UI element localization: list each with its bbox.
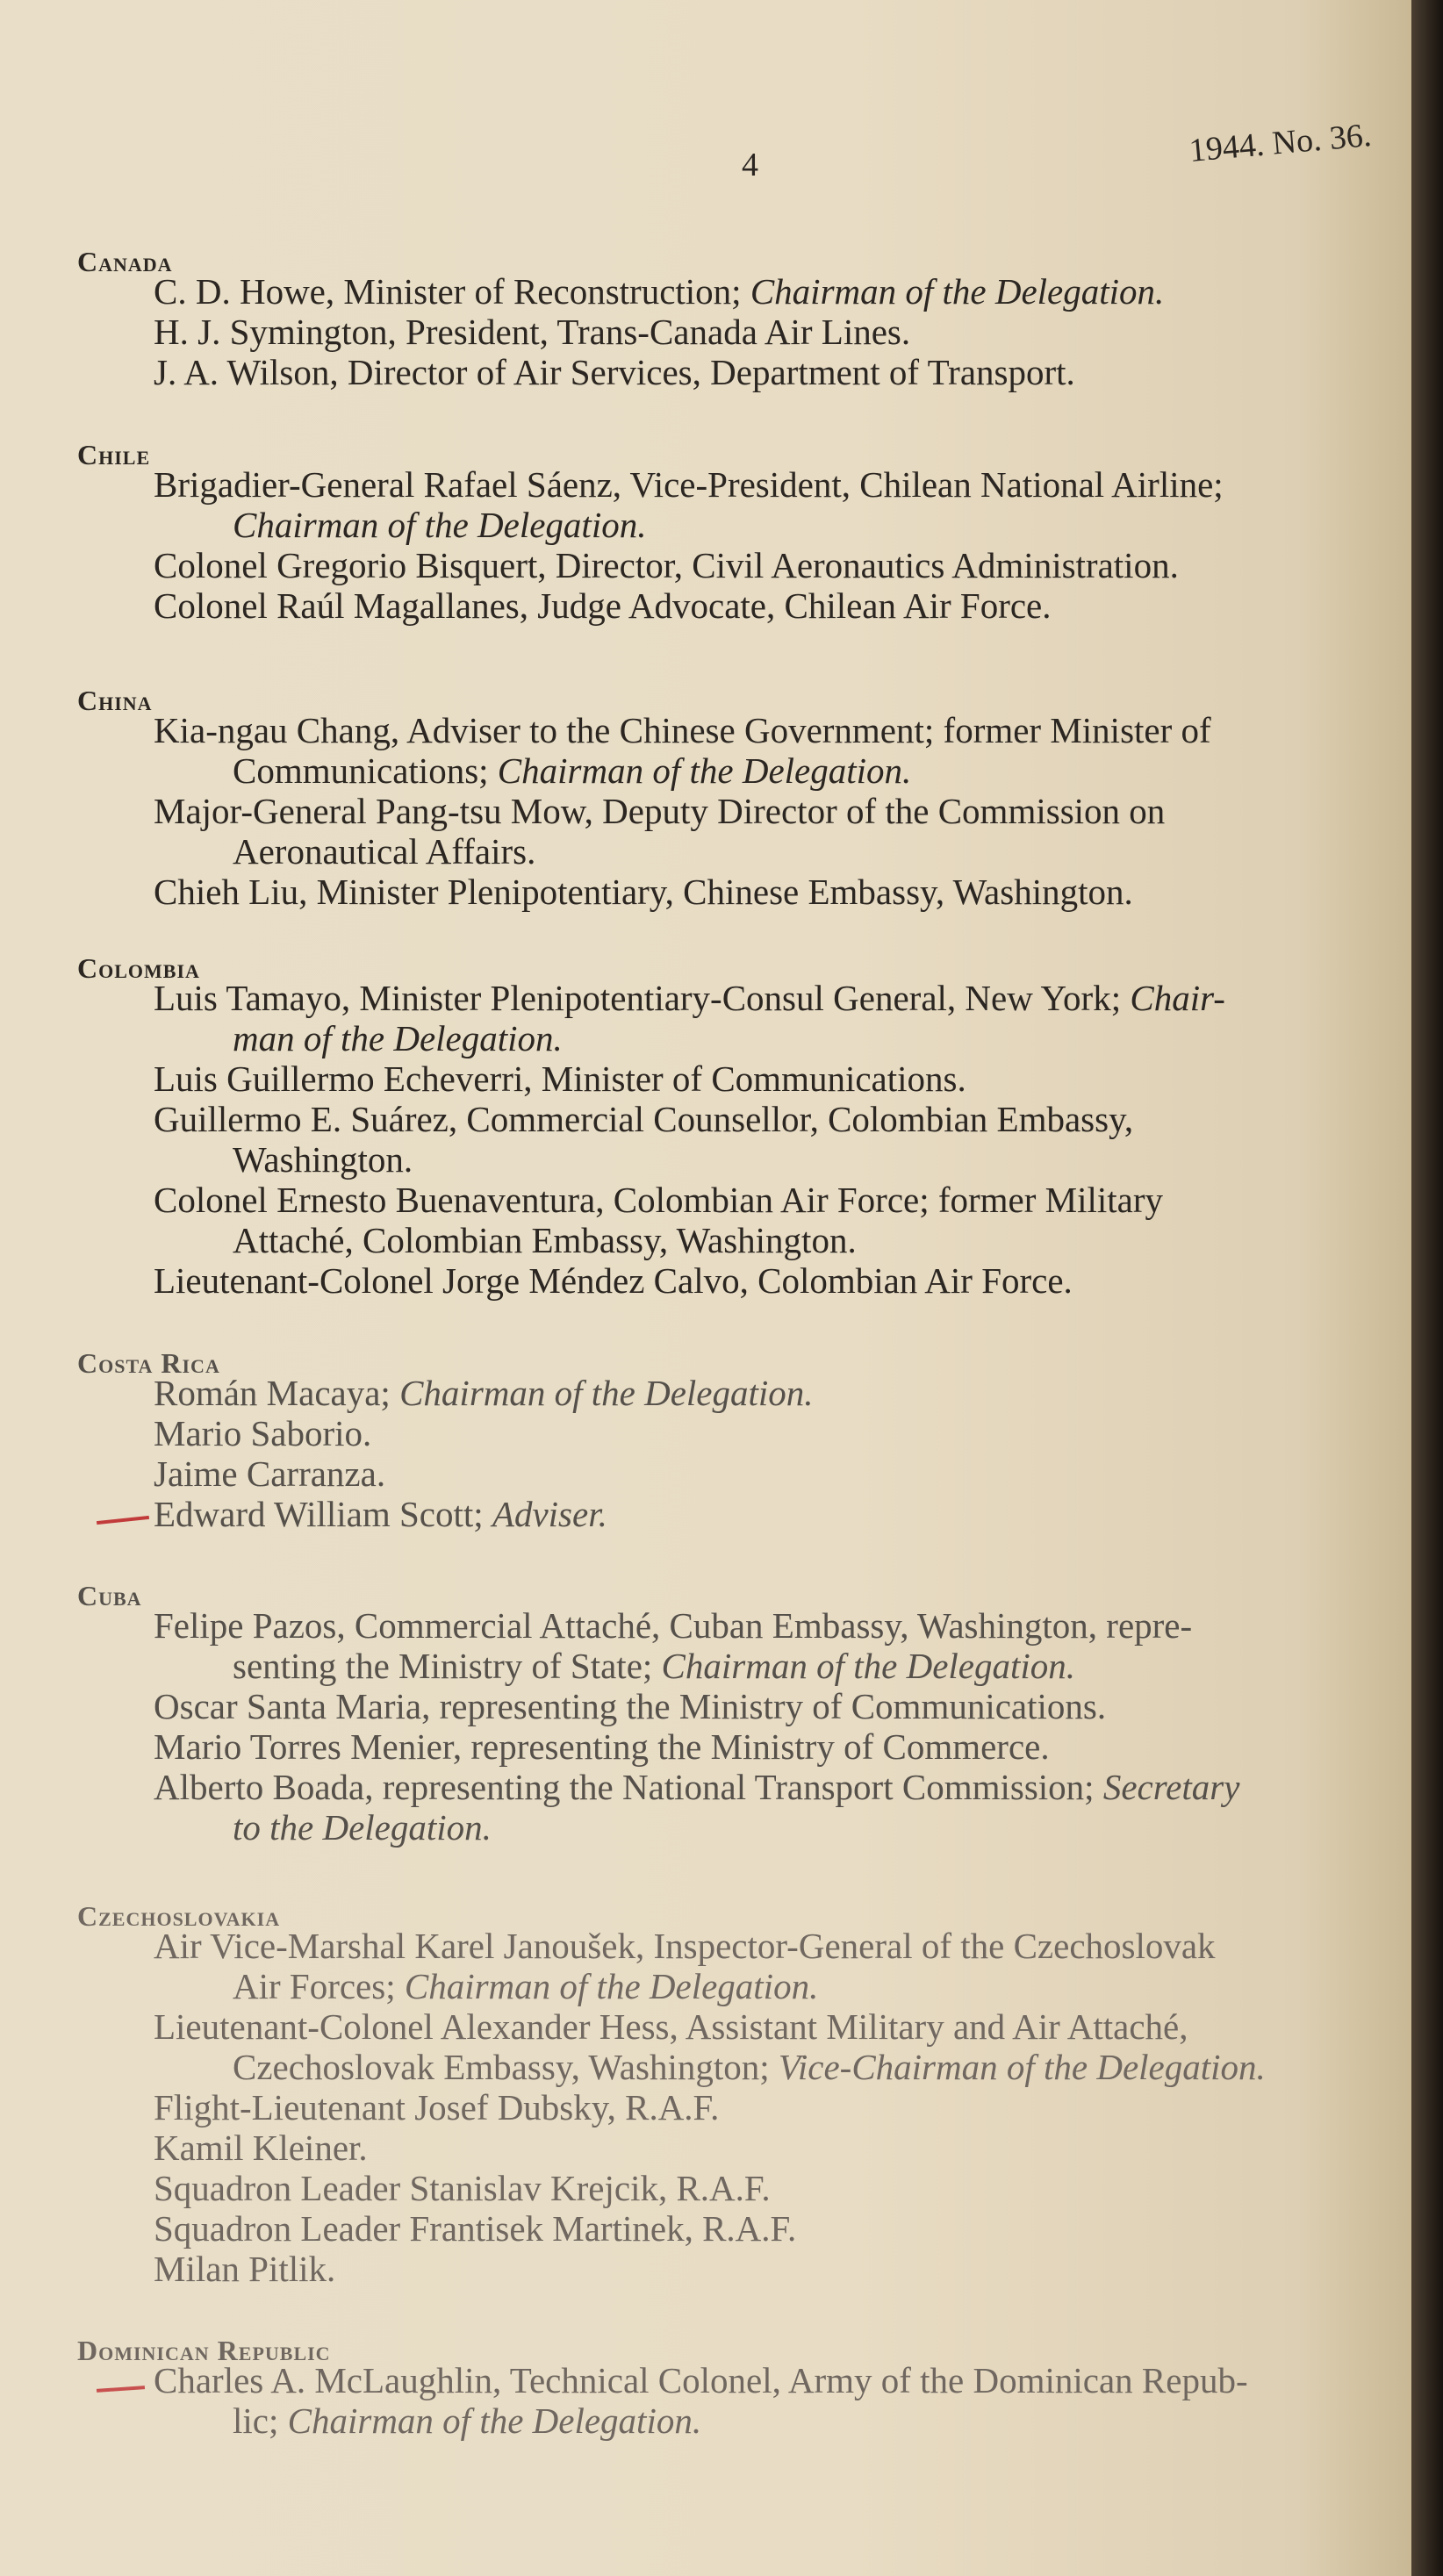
country-heading: China <box>77 685 153 716</box>
country-heading: Canada <box>77 246 173 277</box>
delegate-role: Chairman of the Delegation. <box>750 271 1165 312</box>
delegate-role: Chairman of the Delegation. <box>404 1966 819 2006</box>
delegate-text: Attaché, Colombian Embassy, Washington. <box>233 1220 857 1260</box>
delegate-text: Aeronautical Affairs. <box>233 831 536 872</box>
delegate-text: Lieutenant-Colonel Jorge Méndez Calvo, Colombian Air Force. <box>154 1260 1073 1301</box>
delegate-text: Luis Guillermo Echeverri, Minister of Communications. <box>154 1058 966 1099</box>
delegate-text: Colonel Ernesto Buenaventura, Colombian Air Force; former Military <box>154 1180 1164 1220</box>
delegate-role: Chair- <box>1130 978 1225 1018</box>
delegate-text: Squadron Leader Stanislav Krejcik, R.A.F. <box>154 2168 771 2208</box>
delegate-text: lic; <box>233 2400 288 2441</box>
delegate-text: Luis Tamayo, Minister Plenipotentiary-Consul General, New York; <box>154 978 1131 1018</box>
delegate-line <box>154 2167 771 2209</box>
delegate-line <box>233 504 646 546</box>
delegate-text: senting the Ministry of State; <box>233 1646 662 1686</box>
delegate-line <box>154 1766 1239 1808</box>
delegate-line <box>154 1058 966 1100</box>
delegate-line <box>154 463 1224 506</box>
delegate-text: J. A. Wilson, Director of Air Services, Department of Transport. <box>154 352 1075 392</box>
delegate-text: Román Macaya; <box>154 1373 400 1413</box>
country-heading: Cuba <box>77 1580 142 1611</box>
country-heading: Dominican Republic <box>77 2335 331 2366</box>
delegate-line <box>233 1017 563 1059</box>
red-pencil-mark <box>97 2386 145 2393</box>
delegate-line <box>154 2248 335 2290</box>
delegate-line <box>154 1685 1106 1727</box>
delegate-text: Oscar Santa Maria, representing the Ministry of Communications. <box>154 1686 1107 1726</box>
delegate-line <box>154 2359 1248 2401</box>
delegate-text: H. J. Symington, President, Trans-Canada Air Lines. <box>154 312 911 352</box>
delegate-line <box>154 270 1164 312</box>
country-heading: Colombia <box>77 952 200 984</box>
delegate-line <box>154 544 1179 586</box>
delegate-text: Squadron Leader Frantisek Martinek, R.A.F. <box>154 2208 797 2249</box>
delegate-line <box>154 1604 1192 1647</box>
delegate-text: C. D. Howe, Minister of Reconstruction; <box>154 271 750 312</box>
delegate-text: Mario Saborio. <box>154 1413 372 1453</box>
delegate-text: Czechoslovak Embassy, Washington; <box>233 2047 779 2087</box>
delegate-text: Brigadier-General Rafael Sáenz, Vice-President, Chilean National Airline; <box>154 464 1224 505</box>
delegate-line <box>233 1219 857 1261</box>
delegate-text: Colonel Raúl Magallanes, Judge Advocate, Chilean Air Force. <box>154 585 1052 626</box>
delegate-text: Felipe Pazos, Commercial Attaché, Cuban Embassy, Washington, repre- <box>154 1605 1193 1646</box>
delegate-line <box>154 311 910 353</box>
delegate-line <box>154 1925 1216 1967</box>
delegate-text: Lieutenant-Colonel Alexander Hess, Assistant Military and Air Attaché, <box>154 2006 1188 2047</box>
delegate-line <box>154 790 1165 832</box>
delegate-role: Adviser. <box>492 1494 607 1534</box>
delegate-text: Kia-ngau Chang, Adviser to the Chinese Government; former Minister of <box>154 710 1211 750</box>
delegate-line <box>154 1098 1133 1140</box>
delegate-line <box>154 2207 796 2250</box>
page-number: 4 <box>742 147 758 183</box>
delegate-role: man of the Delegation. <box>233 1018 563 1058</box>
country-heading: Costa Rica <box>77 1347 220 1379</box>
delegate-line <box>154 871 1133 913</box>
page-header <box>0 116 1411 184</box>
delegate-line <box>233 1965 818 2007</box>
delegate-text: Alberto Boada, representing the National Transport Commission; <box>154 1767 1103 1807</box>
delegate-line <box>154 1372 814 1414</box>
delegate-line <box>154 1726 1050 1768</box>
delegate-role: to the Delegation. <box>233 1807 492 1848</box>
delegate-text: Jaime Carranza. <box>154 1453 386 1494</box>
delegate-line <box>154 1453 385 1495</box>
delegate-text: Flight-Lieutenant Josef Dubsky, R.A.F. <box>154 2087 720 2128</box>
book-edge <box>1411 0 1443 2576</box>
delegate-line <box>154 1259 1073 1302</box>
delegate-text: Milan Pitlik. <box>154 2249 336 2289</box>
delegate-line <box>154 977 1225 1019</box>
delegate-line <box>154 2086 719 2128</box>
delegate-role: Chairman of the Delegation. <box>233 505 647 545</box>
delegate-text: Kamil Kleiner. <box>154 2128 368 2168</box>
delegate-line <box>233 2046 1266 2088</box>
delegate-text: Communications; <box>233 750 498 791</box>
delegate-text: Charles A. McLaughlin, Technical Colonel, Army of the Dominican Repub- <box>154 2360 1248 2400</box>
delegate-text: Edward William Scott; <box>154 1494 492 1534</box>
delegate-role: Chairman of the Delegation. <box>661 1646 1076 1686</box>
delegate-text: Washington. <box>233 1139 413 1180</box>
delegate-line <box>233 2400 701 2442</box>
year-number: 1944. No. 36. <box>1188 116 1373 169</box>
red-pencil-mark <box>97 1516 149 1525</box>
delegate-line <box>154 1179 1163 1221</box>
delegate-line <box>154 1493 607 1535</box>
delegate-line <box>154 1412 371 1454</box>
delegate-text: Mario Torres Menier, representing the Ministry of Commerce. <box>154 1726 1050 1767</box>
delegate-line <box>233 750 911 792</box>
delegate-line <box>233 1138 413 1180</box>
delegate-line <box>233 830 535 872</box>
delegate-line <box>154 2006 1188 2048</box>
delegate-role: Chairman of the Delegation. <box>287 2400 702 2441</box>
delegate-line <box>233 1645 1075 1687</box>
delegate-role: Chairman of the Delegation. <box>497 750 912 791</box>
country-heading: Chile <box>77 439 151 470</box>
delegate-text: Colonel Gregorio Bisquert, Director, Civil Aeronautics Administration. <box>154 545 1179 585</box>
delegate-text: Guillermo E. Suárez, Commercial Counsellor, Colombian Embassy, <box>154 1099 1134 1139</box>
delegate-line <box>154 2127 368 2169</box>
delegate-role: Chairman of the Delegation. <box>399 1373 814 1413</box>
delegate-text: Major-General Pang-tsu Mow, Deputy Director of the Commission on <box>154 791 1166 831</box>
delegate-line <box>154 709 1211 751</box>
delegate-line <box>154 351 1075 393</box>
delegate-role: Vice-Chairman of the Delegation. <box>778 2047 1266 2087</box>
delegate-role: Secretary <box>1102 1767 1240 1807</box>
delegate-text: Air Vice-Marshal Karel Janoušek, Inspector-General of the Czechoslovak <box>154 1926 1216 1966</box>
delegate-text: Air Forces; <box>233 1966 405 2006</box>
country-heading: Czechoslovakia <box>77 1900 281 1932</box>
delegate-text: Chieh Liu, Minister Plenipotentiary, Chinese Embassy, Washington. <box>154 872 1133 912</box>
delegate-line <box>154 585 1052 627</box>
delegate-line <box>233 1806 492 1848</box>
